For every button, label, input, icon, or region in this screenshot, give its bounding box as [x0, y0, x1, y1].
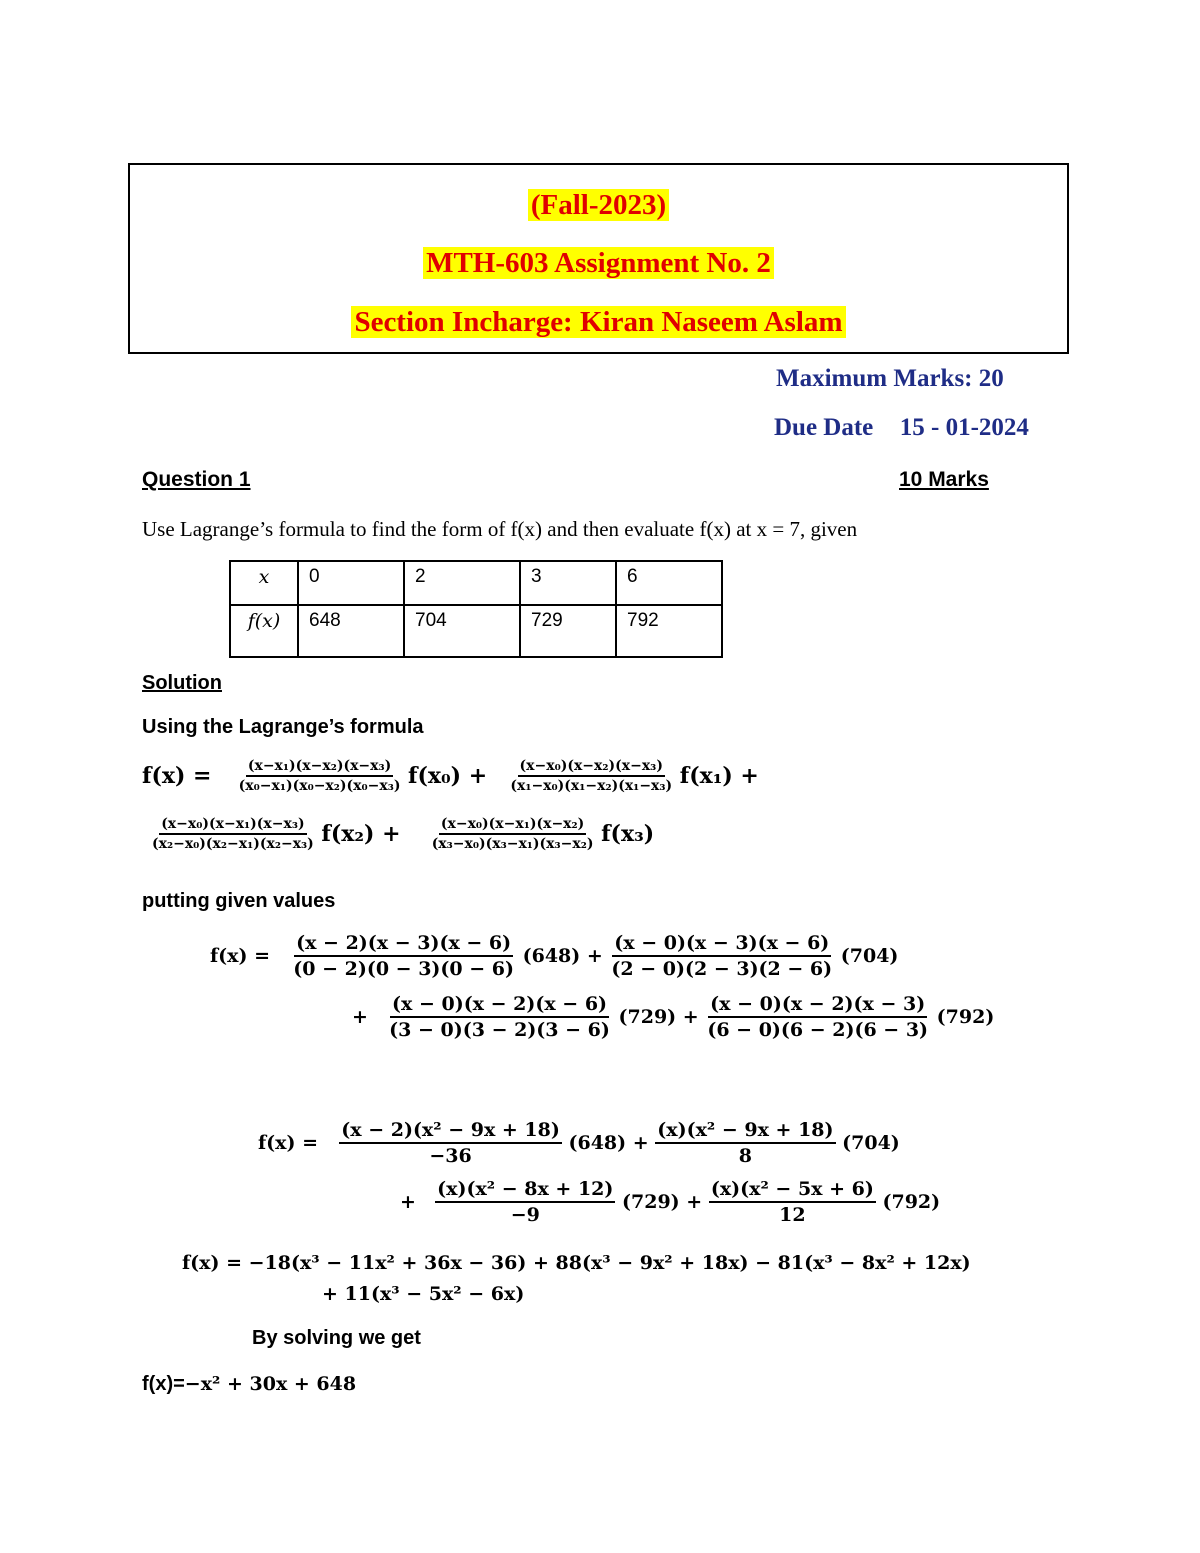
- solving-label: By solving we get: [252, 1327, 421, 1349]
- table-header-fx: f(x): [230, 605, 298, 657]
- lagrange-term-4: $\frac{\text{(x−x₀)(x−x₁)(x−x₂)}}{\text{(x₃−x₀)(x₃−x₁)(x₃−x₂)}}$: [431, 816, 594, 852]
- lagrange-formula-line1: f(x) = $\frac{\text{(x−x₁)(x−x₂)(x−x₃)}}{\text{(x₀−x₁)(x₀−x₂)(x₀−x₃)}}$ f(x₀) + $\frac{\text{(x−x₀)(x−x₂)(x−x₃)}}{\text{(x₁−x₀)(x₁−x₂)(x₁−x₃)}}$ f(x₁) +: [142, 758, 759, 794]
- final-result: [142, 1373, 356, 1396]
- step1-line1: f(x) = $\frac{(x - 2)(x - 3)(x - 6)}{(0 - 2)(0 - 3)(0 - 6)}$ (648) + $\frac{(x - 0)(x - 3)(x - 6)}{(2 - 0)(2 - 3)(2 - 6)}$ (704): [210, 932, 899, 980]
- table-cell: 648: [298, 605, 404, 657]
- question-prompt: Use Lagrange’s formula to find the form of f(x) and then evaluate f(x) at x = 7, given: [142, 517, 858, 541]
- step3-line2: + 11(x³ − 5x² − 6x): [322, 1283, 525, 1305]
- lagrange-term-1: $\frac{\text{(x−x₁)(x−x₂)(x−x₃)}}{\text{(x₀−x₁)(x₀−x₂)(x₀−x₃)}}$: [238, 758, 401, 794]
- table-row: [230, 561, 722, 605]
- section-incharge: Section Incharge: Kiran Naseem Aslam: [130, 306, 1067, 339]
- question-marks: 10 Marks: [899, 468, 989, 491]
- lagrange-term-3: $\frac{\text{(x−x₀)(x−x₁)(x−x₃)}}{\text{(x₂−x₀)(x₂−x₁)(x₂−x₃)}}$: [152, 816, 314, 852]
- table-cell: 2: [404, 561, 520, 605]
- step1-term-b: $\frac{(x - 0)(x - 3)(x - 6)}{(2 - 0)(2 - 3)(2 - 6)}$: [611, 932, 833, 980]
- step1-line2: + $\frac{(x - 0)(x - 2)(x - 6)}{(3 - 0)(3 - 2)(3 - 6)}$ (729) + $\frac{(x - 0)(x - 2)(x - 3)}{(6 - 0)(6 - 2)(6 - 3)}$ (792): [352, 993, 995, 1041]
- table-cell: 704: [404, 605, 520, 657]
- result-prefix: f(x)=: [142, 1373, 185, 1395]
- assignment-title: MTH-603 Assignment No. 2: [130, 247, 1067, 280]
- due-date-label: Due Date: [774, 414, 874, 441]
- step1-term-d: $\frac{(x - 0)(x - 2)(x - 3)}{(6 - 0)(6 - 2)(6 - 3)}$: [707, 993, 929, 1041]
- solution-intro: Using the Lagrange’s formula: [142, 716, 424, 738]
- data-table: [229, 560, 723, 658]
- step3-line1: f(x) = −18(x³ − 11x² + 36x − 36) + 88(x³ − 9x² + 18x) − 81(x³ − 8x² + 12x): [182, 1252, 971, 1274]
- step2-term-c: $\frac{\text{(x)(x² − 8x + 12)}}{-9}$: [437, 1178, 614, 1226]
- table-header-x: x: [230, 561, 298, 605]
- putting-values-label: putting given values: [142, 890, 336, 912]
- lagrange-term-2: $\frac{\text{(x−x₀)(x−x₂)(x−x₃)}}{\text{(x₁−x₀)(x₁−x₂)(x₁−x₃)}}$: [510, 758, 673, 794]
- term-title: (Fall-2023): [130, 189, 1067, 222]
- step1-term-c: $\frac{(x - 0)(x - 2)(x - 6)}{(3 - 0)(3 - 2)(3 - 6)}$: [389, 993, 610, 1041]
- table-cell: 6: [616, 561, 722, 605]
- step2-line1: f(x) = $\frac{\text{(x − 2)(x² − 9x + 18)}}{-36}$ (648) + $\frac{\text{(x)(x² − 9x + 18)}}{8}$ (704): [258, 1119, 900, 1167]
- assignment-header-box: [128, 163, 1069, 354]
- table-cell: 3: [520, 561, 616, 605]
- step2-term-d: $\frac{\text{(x)(x² − 5x + 6)}}{12}$: [710, 1178, 874, 1226]
- lagrange-formula-line2: $\frac{\text{(x−x₀)(x−x₁)(x−x₃)}}{\text{(x₂−x₀)(x₂−x₁)(x₂−x₃)}}$ f(x₂) + $\frac{\text{(x−x₀)(x−x₁)(x−x₂)}}{\text{(x₃−x₀)(x₃−x₁)(x₃−x₂)}}$ f(x₃): [152, 816, 655, 852]
- result-expression: −x² + 30x + 648: [184, 1373, 357, 1395]
- table-cell: 0: [298, 561, 404, 605]
- question-label: Question 1: [142, 468, 251, 491]
- solution-heading: Solution: [142, 672, 222, 694]
- maximum-marks: Maximum Marks: 20: [776, 365, 1004, 392]
- due-date-value: 15 - 01-2024: [899, 414, 1029, 441]
- due-date: [774, 414, 1029, 442]
- table-cell: 792: [616, 605, 722, 657]
- step1-term-a: $\frac{(x - 2)(x - 3)(x - 6)}{(0 - 2)(0 - 3)(0 - 6)}$: [293, 932, 514, 980]
- table-cell: 729: [520, 605, 616, 657]
- step2-line2: + $\frac{\text{(x)(x² − 8x + 12)}}{-9}$ (729) + $\frac{\text{(x)(x² − 5x + 6)}}{12}$ (792): [400, 1178, 941, 1226]
- step2-term-a: $\frac{\text{(x − 2)(x² − 9x + 18)}}{-36}$: [341, 1119, 560, 1167]
- table-row: [230, 605, 722, 657]
- step2-term-b: $\frac{\text{(x)(x² − 9x + 18)}}{8}$: [657, 1119, 834, 1167]
